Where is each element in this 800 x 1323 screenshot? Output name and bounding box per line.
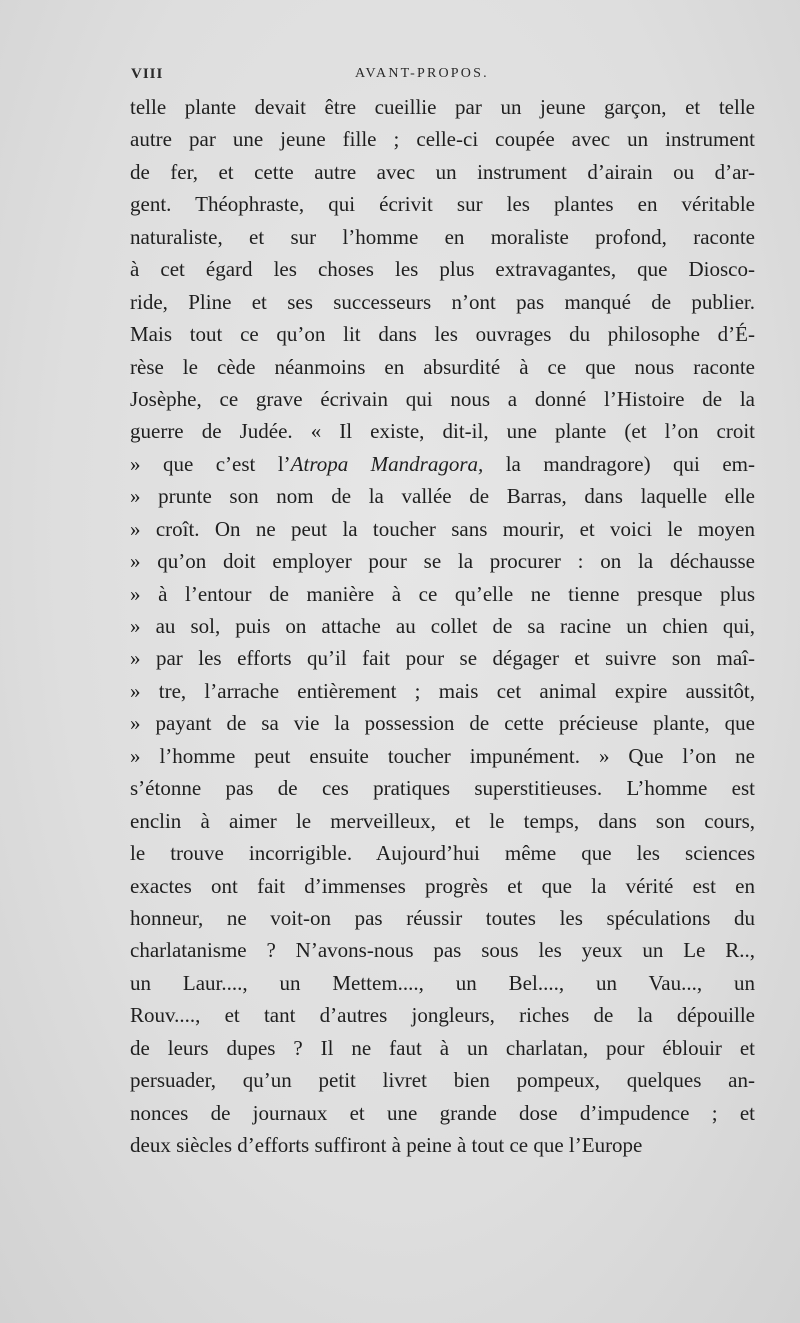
text-line: guerre de Judée. « Il existe, dit-il, une plante (et l’on croit <box>130 419 755 444</box>
text-line: Rouv...., et tant d’autres jongleurs, riches de la dépouille <box>130 1003 755 1028</box>
italic-term: Atropa Mandragora, <box>290 451 484 476</box>
text-line: à cet égard les choses les plus extravagantes, que Diosco- <box>130 257 755 282</box>
body-text <box>130 91 755 1161</box>
text-line: de fer, et cette autre avec un instrument d’airain ou d’ar- <box>130 159 755 184</box>
text-line: Mais tout ce qu’on lit dans les ouvrages du philosophe d’É- <box>130 322 755 347</box>
text-line: honneur, ne voit-on pas réussir toutes les spéculations du <box>130 905 755 930</box>
text-line: exactes ont fait d’immenses progrès et que la vérité est en <box>130 873 755 898</box>
text-line: ride, Pline et ses successeurs n’ont pas manqué de publier. <box>130 289 755 314</box>
text-line: charlatanisme ? N’avons-nous pas sous les yeux un Le R.., <box>130 938 755 963</box>
text-line: deux siècles d’efforts suffiront à peine à tout ce que l’Europe <box>130 1133 643 1157</box>
text-line: » qu’on doit employer pour se la procurer : on la déchausse <box>130 549 755 574</box>
text-line: » au sol, puis on attache au collet de sa racine un chien qui, <box>130 614 755 638</box>
text-line: » payant de sa vie la possession de cette précieuse plante, que <box>130 711 755 736</box>
text-line: persuader, qu’un petit livret bien pompeux, quelques an- <box>130 1068 755 1093</box>
page-number: VIII <box>131 66 164 82</box>
text-line-with-italic <box>130 448 755 480</box>
text-line: naturaliste, et sur l’homme en moraliste profond, raconte <box>130 224 755 249</box>
text-line: » à l’entour de manière à ce qu’elle ne tienne presque plus <box>130 581 755 606</box>
text-line: s’étonne pas de ces pratiques superstitieuses. L’homme est <box>130 776 755 801</box>
text-line: » l’homme peut ensuite toucher impunément. » Que l’on ne <box>130 743 755 768</box>
text-line: » prunte son nom de la vallée de Barras, dans laquelle elle <box>130 484 755 509</box>
text-line: gent. Théophraste, qui écrivit sur les plantes en véritable <box>130 192 755 217</box>
line-segment: » que c’est l’ <box>130 451 291 476</box>
text-line: » tre, l’arrache entièrement ; mais cet animal expire aussitôt, <box>130 678 755 703</box>
page-header <box>0 66 800 88</box>
text-line: Josèphe, ce grave écrivain qui nous a donné l’Histoire de la <box>130 386 755 411</box>
text-line: le trouve incorrigible. Aujourd’hui même que les sciences <box>130 841 755 866</box>
line-segment: la mandragore) qui em- <box>483 451 755 476</box>
text-line: autre par une jeune fille ; celle-ci coupée avec un instrument <box>130 127 755 152</box>
text-line: » par les efforts qu’il fait pour se dégager et suivre son maî- <box>130 646 755 671</box>
text-line: telle plante devait être cueillie par un jeune garçon, et telle <box>130 95 755 119</box>
text-line: rèse le cède néanmoins en absurdité à ce que nous raconte <box>130 354 755 379</box>
text-line: un Laur...., un Mettem...., un Bel...., un Vau..., un <box>130 970 755 995</box>
text-line: » croît. On ne peut la toucher sans mourir, et voici le moyen <box>130 516 755 541</box>
text-line: de leurs dupes ? Il ne faut à un charlatan, pour éblouir et <box>130 1035 755 1060</box>
running-title: AVANT-PROPOS. <box>355 66 489 81</box>
text-line: enclin à aimer le merveilleux, et le temps, dans son cours, <box>130 808 755 833</box>
text-line: nonces de journaux et une grande dose d’impudence ; et <box>130 1100 755 1125</box>
